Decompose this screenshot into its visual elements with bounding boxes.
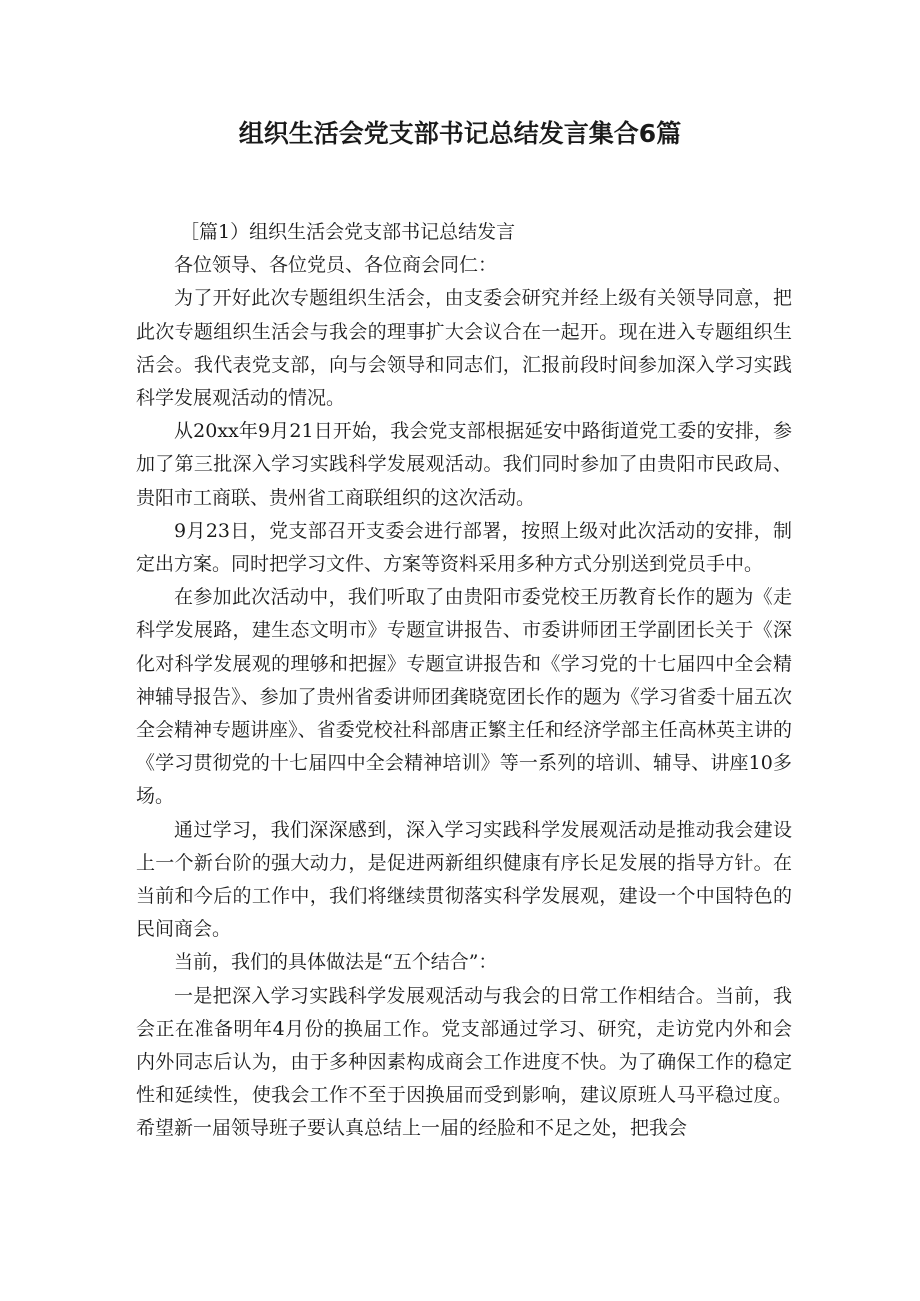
paragraph: 在参加此次活动中，我们听取了由贵阳市委党校王历教育长作的题为《走科学发展路，建生态文明市》专题宣讲报告、市委讲师团王学副团长关于《深化对科学发展观的理够和把握》专题宣讲报告和《学习党的十七届四中全会精神辅导报告》、参加了贵州省委讲师团龚晓宽团长作的题为《学习省委十届五次全会精神专题讲座》、省委党校社科部唐正繁主任和经济学部主任高林英主讲的《学习贯彻党的十七届四中全会精神培训》等一系列的培训、辅导、讲座10多场。	[136, 586, 792, 808]
paragraph: 当前，我们的具体做法是“五个结合”：	[174, 951, 498, 974]
paragraph: 9月23日，党支部召开支委会进行部署，按照上级对此次活动的安排，制定出方案。同时把学习文件、方案等资料采用多种方式分别送到党员手中。	[136, 519, 792, 576]
paragraph: 一是把深入学习实践科学发展观活动与我会的日常工作相结合。当前，我会正在准备明年4月份的换届工作。党支部通过学习、研究，走访党内外和会内外同志后认为，由于多种因素构成商会工作进度不快。为了确保工作的稳定性和延续性，使我会工作不至于因换届而受到影响，建议原班人马平稳过度。希望新一届领导班子要认真总结上一届的经脸和不足之处，把我会	[136, 984, 792, 1140]
section-heading: ［篇1）组织生活会党支部书记总结发言	[180, 221, 516, 243]
document-body	[136, 216, 792, 1146]
salutation: 各位领导、各位党员、各位商会同仁：	[174, 254, 498, 277]
paragraph: 从20xx年9月21日开始，我会党支部根据延安中路街道党工委的安排，参加了第三批深入学习实践科学发展观活动。我们同时参加了由贵阳市民政局、贵阳市工商联、贵州省工商联组织的这次活动。	[136, 420, 792, 509]
paragraph: 为了开好此次专题组织生活会，由支委会研究并经上级有关领导同意，把此次专题组织生活会与我会的理事扩大会议合在一起开。现在进入专题组织生活会。我代表党支部，向与会领导和同志们，汇报前段时间参加深入学习实践科学发展观活动的情况。	[136, 287, 792, 410]
document-title: 组织生活会党支部书记总结发言集合6篇	[238, 119, 682, 148]
paragraph: 通过学习，我们深深感到，深入学习实践科学发展观活动是推动我会建设上一个新台阶的强大动力，是促进两新组织健康有序长足发展的指导方针。在当前和今后的工作中，我们将继续贯彻落实科学发展观，建设一个中国特色的民间商会。	[136, 818, 792, 941]
